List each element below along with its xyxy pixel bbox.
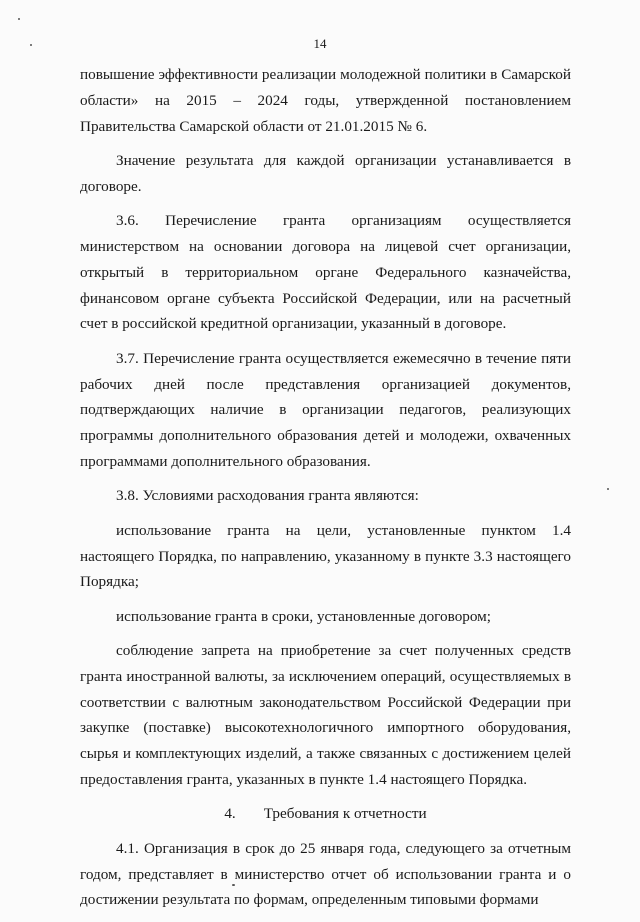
condition-item-3: соблюдение запрета на приобретение за счет полученных средств гранта иностранной валюты, за исключением операций, осуществляемых в соответствии с валютным законодательством Российской Федерации при закупке (поставке) высокотехнологичного импортного оборудования, сырья и комплектующих изделий, а также связанных с достижением целей предоставления гранта, указанных в пункте 1.4 настоящего Порядка. [80,642,571,789]
paragraph-result-value: Значение результата для каждой организации устанавливается в договоре. [80,151,571,195]
section-heading [80,801,571,827]
paragraph-3-7: 3.7. Перечисление гранта осуществляется ежемесячно в течение пяти рабочих дней после представления организацией документов, подтверждающих наличие в организации педагогов, реализующих программы дополнительного образования детей и молодежи, охваченных программами дополнительного образования. [80,349,571,470]
section-heading-number: 4. [224,805,236,823]
scan-speck-right [607,488,609,490]
page-number: 14 [313,36,327,51]
condition-item-1: использование гранта на цели, установленные пунктом 1.4 настоящего Порядка, по направлению, указанному в пункте 3.3 настоящего Порядка; [80,521,571,591]
scan-speck-top-left [18,18,20,20]
paragraph-continuation: повышение эффективности реализации молодежной политики в Самарской области» на 2015 – 2024 годы, утвержденной постановлением Правительства Самарской области от 21.01.2015 № 6. [80,66,571,135]
paragraph-3-6: 3.6. Перечисление гранта организациям осуществляется министерством на основании договора на лицевой счет организации, открытый в территориальном органе Федерального казначейства, финансовом органе субъекта Российской Федерации, или на расчетный счет в российской кредитной организации, указанный в договоре. [80,212,571,333]
paragraph-4-1: 4.1. Организация в срок до 25 января года, следующего за отчетным годом, представляет в министерство отчет об использовании гранта и о достижении результата по формам, определенным типовыми формами [80,839,571,909]
scan-speck-left [30,44,32,46]
document-body [80,62,571,922]
paragraph-3-8: 3.8. Условиями расходования гранта являются: [116,487,419,505]
section-heading-title: Требования к отчетности [263,805,427,823]
condition-item-2: использование гранта в сроки, установленные договором; [116,607,492,625]
